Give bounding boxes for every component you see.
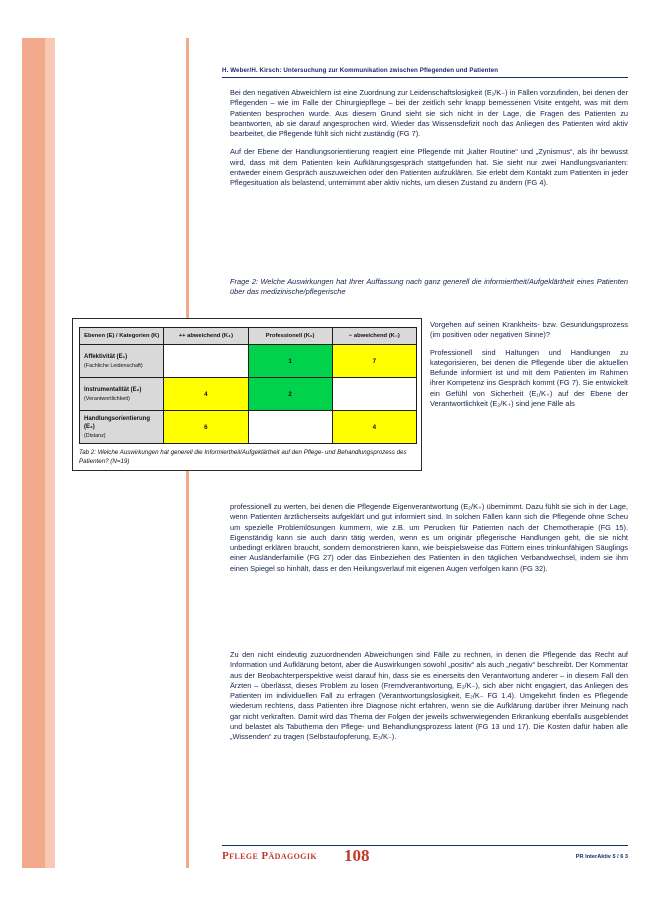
header-rule bbox=[222, 77, 628, 78]
cell-1-0: 4 bbox=[164, 378, 248, 411]
cell-0-2: 7 bbox=[332, 345, 416, 378]
row-label-1 bbox=[80, 378, 164, 411]
col-header-2: Professionell (K₀) bbox=[248, 328, 332, 345]
left-decor-bar-inner bbox=[45, 38, 55, 868]
footer-page-number: 108 bbox=[344, 846, 370, 865]
paragraph-1: Bei den negativen Abweichlern ist eine Zuordnung zur Leidenschaftslosigkeit (E₁/K₋) in Fällen vorzufinden, bei denen der Pflegenden – wie im Falle der Chirurgiepflege – bei der zeitlich sehr knapp bemessenen Visite entgeht, was mit dem Patienten besprochen wurde. Aus diesem Grund sieht sie sich nicht in der Lage, die Fragen des Patienten zu beantworten, ab sie darauf angesprochen wird. Wieder das Wissensdefizit noch das Anliegen des Patienten wird aktiv bearbeitet, die Pflegende fühlt sich nicht zuständig (FG 7). bbox=[230, 88, 628, 139]
table-row bbox=[80, 378, 417, 411]
question-2-text: Frage 2: Welche Auswirkungen hat Ihrer Auffassung nach ganz generell die informiertheit/Aufgeklärtheit eines Patienten über das medizinische/pflegerische bbox=[230, 277, 628, 297]
side-paragraph-1: Vorgehen auf seinen Krankheits- bzw. Gesundungsprozess (im positiven oder negativen Sinne)? bbox=[430, 320, 628, 340]
row-label-sub-0: (Fachliche Leidenschaft) bbox=[84, 362, 143, 369]
footer-brand: Pflege Pädagogik bbox=[222, 850, 318, 862]
cell-2-0: 6 bbox=[164, 411, 248, 444]
cell-0-1: 1 bbox=[248, 345, 332, 378]
cell-0-0 bbox=[164, 345, 248, 378]
table-row bbox=[80, 345, 417, 378]
row-label-sub-2: (Distanz) bbox=[84, 432, 106, 439]
running-header: H. Weber/H. Kirsch: Untersuchung zur Kommunikation zwischen Pflegenden und Patienten bbox=[222, 67, 499, 74]
row-label-0 bbox=[80, 345, 164, 378]
table-2-container bbox=[72, 318, 422, 471]
table-2 bbox=[79, 327, 417, 444]
paragraph-4: Zu den nicht eindeutig zuzuordnenden Abweichungen sind Fälle zu rechnen, in denen die Pflegende das Recht auf Information und Aufklärung betont, aber die Auswirkungen sowohl „positiv“ als auch „negativ“ beschreibt. Der Kommentar aus der Beobachterperspektive weist darauf hin, dass sie es einerseits den Verantwortung anderer – in diesem Fall den Ärzten – überlässt, dieses Problem zu losen (Fremdverantwortung, E₂/K₋), sich aber nicht engagiert, das Anliegen des Patienten im individuellen Fall zu erfragen (Verantwortungslosigkeit, E₂/K₋ FG 1.4). Umgekehrt finden es Pflegende wiederum rechtens, dass Patienten ihre Diagnose nicht erfahren, wenn sie die Aufklärung darüber ihrer Meinung nach gar nicht verkraften. Damit wird das Thema der Folgen der jeweils schwerwiegenden Erkrankung ebenfalls ausgeblendet und belastet als Tabuthema den Pflege- und Behandlungsprozess latent (FG 13 und 17). Die Kosten dafür haben alle „Wissenden“ zu tragen (Selbstaufopferung, E₃/K₋). bbox=[230, 650, 628, 742]
footer-meta: PR InterAktiv 5 / 6 3 bbox=[575, 854, 628, 860]
side-column-text bbox=[430, 320, 628, 416]
paragraph-2: Auf der Ebene der Handlungsorientierung reagiert eine Pflegende mit „kalter Routine“ und „Zynismus“, als ihr bewusst wird, dass mit dem Patienten kein Aufklärungsgespräch stattgefunden hat. Sie sieht nur zwei Handlungsvarianten: entweder einem Gespräch auszuweichen oder den Patienten aufzuklären. Sie erlebt dem Kontakt zum Patienten in jeder Pflegesituation als belastend, unternimmt aber aktiv nichts, um diesen Zustand zu ändern (FG 4). bbox=[230, 147, 628, 188]
col-header-3: − abweichend (K₋) bbox=[332, 328, 416, 345]
row-label-sub-1: (Verantwortlichkeit) bbox=[84, 395, 130, 402]
question-block bbox=[230, 277, 628, 304]
cell-1-2 bbox=[332, 378, 416, 411]
table-2-caption: Tab 2: Welche Auswirkungen hat generell die Informiertheil/Aufgeklärtheit auf den Pflege- und Behandlungsprozess des Patienten? (N=19) bbox=[79, 449, 407, 465]
cell-2-1 bbox=[248, 411, 332, 444]
cell-1-1: 2 bbox=[248, 378, 332, 411]
paragraph-3: professionell zu werten, bei denen die Pflegende Eigenverantwortung (E₂/K₊) übernimmt. Dazu fühlt sie sich in der Lage, wenn Patienten ärztlicherseits aufgeklärt und gut informiert sind. In solchen Fällen kann sich die Pflegende ohne Scheu um spezielle Problemlösungen kummern, wie z.B. um Perucken für Patienten nach der Chemotherapie (FG 15). Eigenständig kann sie auch dann tätig werden, wenn es um originär pflegerische Handlungen geht, die sie nicht unbedingt erklären braucht, sondern demonstrieren kann, wie beispielsweise das Füttern eines trinkunfähigen Säuglings einer Ausländerfamilie (FG 27) oder das Einbeziehen des Patienten in den täglichen Verbandwechsel, indem sie ihm einen Spiegel so hinhält, dass er den Heilungsverlauf mit eigenen Augen verfolgen kann (FG 32). bbox=[230, 502, 628, 573]
col-header-1: ++ abweichend (K₊) bbox=[164, 328, 248, 345]
cell-2-2: 4 bbox=[332, 411, 416, 444]
row-label-main-1: Instrumentalität (E₂) bbox=[84, 386, 142, 393]
row-label-main-2: Handlungsorientierung (E₃) bbox=[84, 415, 150, 430]
table-header-row bbox=[80, 328, 417, 345]
main-text-bottom bbox=[230, 650, 628, 743]
main-text-middle bbox=[230, 502, 628, 574]
table-row bbox=[80, 411, 417, 444]
main-text-top bbox=[230, 88, 628, 189]
footer-rule bbox=[222, 845, 628, 846]
row-label-2 bbox=[80, 411, 164, 444]
page-footer bbox=[222, 848, 628, 870]
row-label-main-0: Affektivität (E₁) bbox=[84, 353, 128, 360]
side-paragraph-2: Professionell sind Haltungen und Handlungen zu kategorisieren, bei denen die Pflegende über die aktuellen Befunde informiert ist und mit dem Patienten im Rahmen ihrer Kompetenz ins Gespräch kommt (FG 7). Sie entwickelt ein Gefühl von Sicherheit (E₁/K₊) auf der Ebene der Verantwortlichkeit (E₂/K₊) sind jene Fälle als bbox=[430, 347, 628, 409]
col-header-0: Ebenen (E) / Kategorien (K) bbox=[80, 328, 164, 345]
left-decor-bar-outer bbox=[22, 38, 45, 868]
